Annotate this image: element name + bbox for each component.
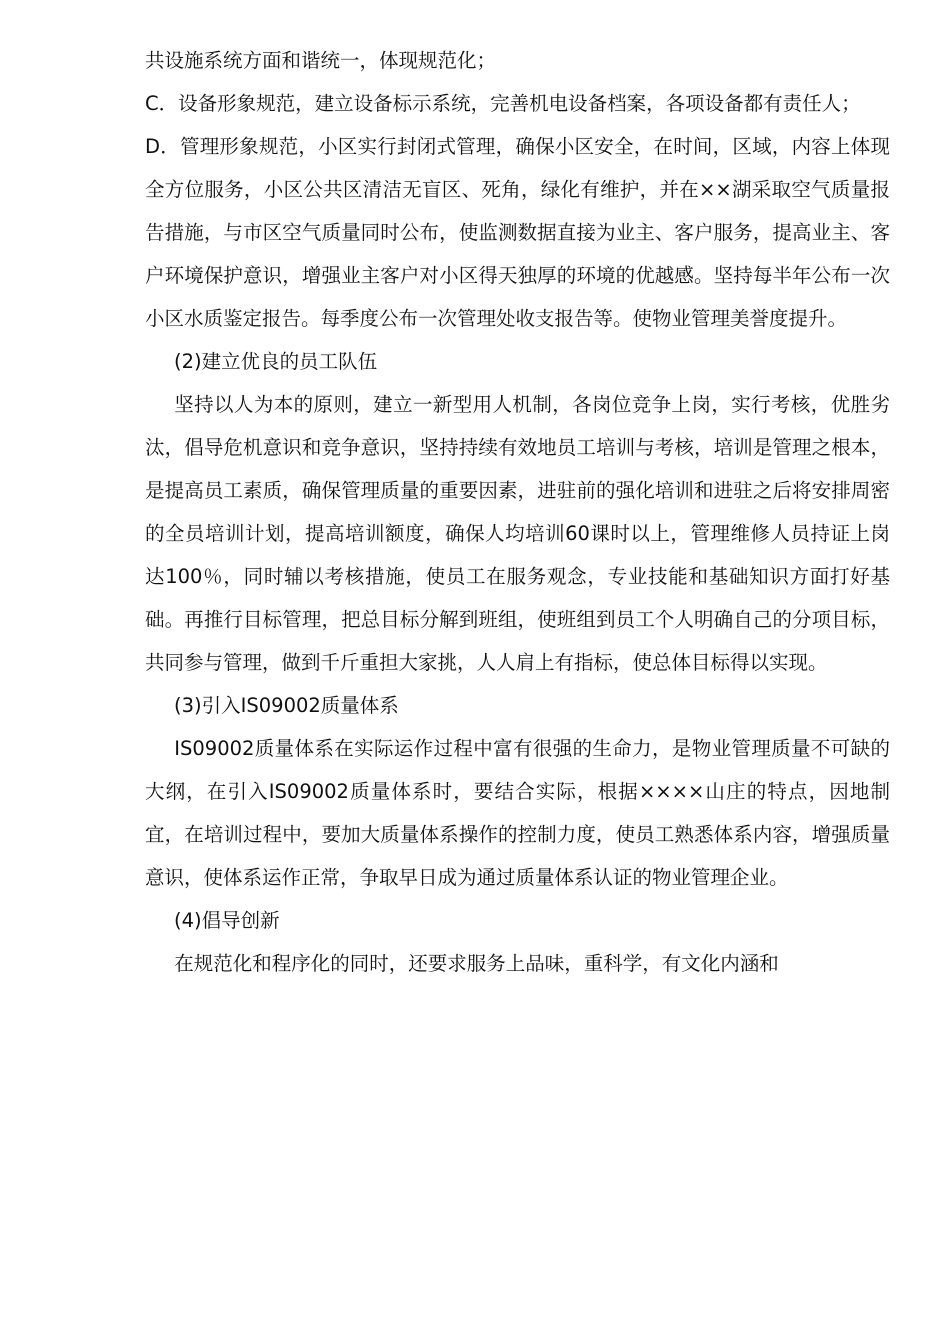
section-heading-innovation: (4)倡导创新 <box>174 909 280 932</box>
paragraph-staff: 坚持以人为本的原则，建立一新型用人机制，各岗位竞争上岗，实行考核，优胜劣汰，倡导危机意识和竞争意识，坚持持续有效地员工培训与考核，培训是管理之根本，是提高员工素质，确保管理质量的重要因素，进驻前的强化培训和进驻之后将安排周密的全员培训计划，提高培训额度，确保人均培训60课时以上，管理维修人员持证上岗达100％，同时辅以考核措施，使员工在服务观念，专业技能和基础知识方面打好基础。再推行目标管理，把总目标分解到班组，使班组到员工个人明确自己的分项目标，共同参与管理，做到千斤重担大家挑，人人肩上有指标，使总体目标得以实现。 <box>145 393 890 674</box>
section-heading-quality-system: (3)引入IS09002质量体系 <box>174 694 399 717</box>
paragraph-management-image: D．管理形象规范，小区实行封闭式管理，确保小区安全，在时间，区域，内容上体现全方位服务，小区公共区清洁无盲区、死角，绿化有维护，并在××湖采取空气质量报告措施，与市区空气质量同时公布，使监测数据直接为业主、客户服务，提高业主、客户环境保护意识，增强业主客户对小区得天独厚的环境的优越感。坚持每半年公布一次小区水质鉴定报告。每季度公布一次管理处收支报告等。使物业管理美誉度提升。 <box>145 135 890 330</box>
document-body <box>145 39 890 985</box>
paragraph-facility-continuation: 共设施系统方面和谐统一，体现规范化； <box>145 49 497 72</box>
paragraph-quality-system: IS09002质量体系在实际运作过程中富有很强的生命力，是物业管理质量不可缺的大纲，在引入IS09002质量体系时，要结合实际，根据××××山庄的特点，因地制宜，在培训过程中，要加大质量体系操作的控制力度，使员工熟悉体系内容，增强质量意识，使体系运作正常，争取早日成为通过质量体系认证的物业管理企业。 <box>145 737 890 889</box>
section-heading-staff: (2)建立优良的员工队伍 <box>174 350 378 373</box>
paragraph-innovation: 在规范化和程序化的同时，还要求服务上品味，重科学，有文化内涵和 <box>174 952 779 975</box>
paragraph-equipment-image: C．设备形象规范，建立设备标示系统，完善机电设备档案，各项设备都有责任人； <box>145 92 861 115</box>
